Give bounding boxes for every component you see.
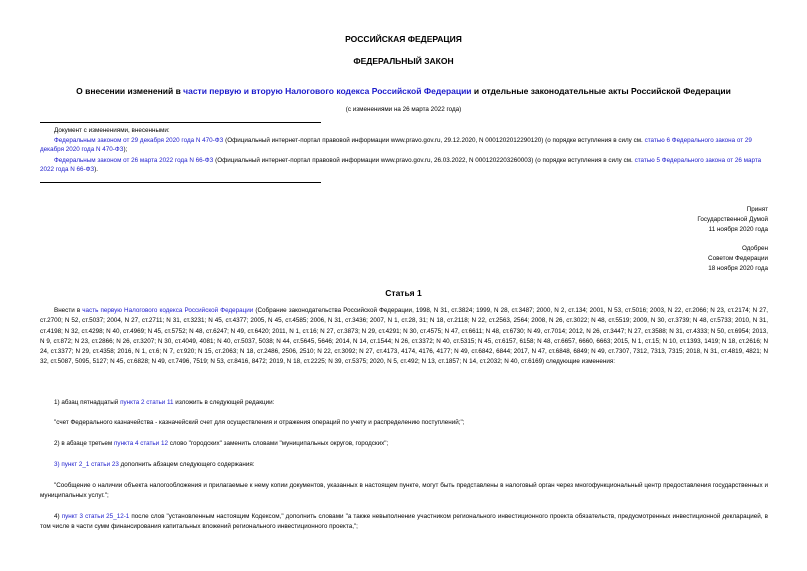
law-title-pre: О внесении изменений в — [76, 86, 184, 96]
law-title-link[interactable]: части первую и вторую Налогового кодекса Российской Федерации — [183, 86, 472, 96]
article-intro — [40, 306, 768, 368]
amendment-2-text: (Официальный интернет-портал правовой информации www.pravo.gov.ru, 26.03.2022, N 0001202203260003) (о порядке вступления в силу см. — [213, 157, 635, 164]
p4-post: дополнить абзацем следующего содержания: — [118, 461, 255, 468]
paragraph-1 — [40, 398, 768, 408]
amendments-intro: Документ с изменениями, внесенными: — [54, 127, 170, 134]
amendment-2-end: ). — [94, 166, 99, 173]
article-intro-text: (Собрание законодательства Российской Федерации, 1998, N 31, ст.3824; 1999, N 28, ст.3487; 2000, N 2, ст.134; 2001, N 53, ст.5016; 2003, N 22, ст.2066; N 23, ст.2174; N 27, ст.2700; N 52, ст.5037; 2004, N 27, ст.2711; N 31, ст.3231; N 45, ст.4377; 2005, N 45, ст.4585; 2006, N 31, ст.3436; 2007, N 1, ст.28, 31; N 18, ст.2118; N 22, ст.2563, 2564; 2008, N 26, ст.3022; N 48, ст.5519; 2009, N 30, ст.3739; N 48, ст.5733; 2010, N 31, ст.4198; N 32, ст.4298; N 40, ст.4969; N 45, ст.5752; N 48, ст.6247; N 49, ст.6420; 2011, N 1, ст.16; N 27, ст.3873; N 29, ст.4291; N 30, ст.4575; N 47, ст.6611; N 48, ст.6730; N 49, ст.7014; 2012, N 26, ст.3447; N 27, ст.3588; N 31, ст.4333; N 50, ст.6954; 2013, N 9, ст.872; N 23, ст.2866; N 26, ст.3207; N 30, ст.4049, 4081; N 40, ст.5037, 5038; N 44, ст.5645, 5646; 2014, N 14, ст.1544; N 26, ст.3372; N 40, ст.5315; N 45, ст.6157, 6158; N 48, ст.6657, 6660, 6663; 2015, N 1, ст.15; N 10, ст.1393, 1419; N 18, ст.2616; N 24, ст.3377; N 29, ст.4358; 2016, N 1, ст.6; N 7, ст.920; N 15, ст.2063; N 18, ст.2486, 2506, 2510; N 22, ст.3092; N 27, ст.4173, 4174, 4176, 4177; N 49, ст.6842, 6844; 2017, N 47, ст.6848, 6849; N 49, ст.7307, 7312, 7313, 7315; 2018, N 31, ст.4819, 4821; N 32, ст.5087, 5095, 5127; N 45, ст.6828; N 49, ст.7496, 7519; N 53, ст.8416, 8472; 2019, N 18, ст.2225; N 39, ст.5375; 2020, N 5, ст.492; N 13, ст.1857; N 14, ст.2032; N 40, ст.6169) следующие изменения: — [40, 307, 768, 366]
p3-post: слово "городских" заменить словами "муниципальных округов, городских"; — [167, 440, 389, 447]
law-type-heading: ФЕДЕРАЛЬНЫЙ ЗАКОН — [353, 56, 454, 66]
revision-note: (с изменениями на 26 марта 2022 года) — [345, 106, 462, 113]
divider-bottom — [40, 182, 321, 183]
article-intro-link[interactable]: часть первую Налогового кодекса Российской Федерации — [82, 307, 254, 314]
amendment-2-article-link[interactable]: статью 5 Федерального закона от 26 марта 2022 года N 66-ФЗ — [40, 157, 762, 173]
amendment-item-2 — [40, 156, 770, 174]
duma-date: 11 ноября 2020 года — [708, 226, 768, 233]
paragraph-2: "счет Федерального казначейства - казначейский счет для осуществления и отражения операций по учету и распределению поступлений;"; — [54, 419, 465, 426]
p4-link[interactable]: 3) пункт 2_1 статьи 23 — [54, 461, 119, 468]
amendment-1-link[interactable]: Федеральным законом от 29 декабря 2020 года N 470-ФЗ — [54, 137, 224, 144]
adoption-council — [520, 244, 768, 274]
paragraph-6 — [40, 512, 768, 533]
p1-pre: 1) абзац пятнадцатый — [54, 399, 121, 406]
amendment-1-article-link[interactable]: статью 6 Федерального закона от 29 декабря 2020 года N 470-ФЗ — [40, 137, 752, 153]
adoption-duma — [520, 205, 768, 235]
amendment-item-1 — [40, 136, 770, 154]
amendment-1-text: (Официальный интернет-портал правовой информации www.pravo.gov.ru, 29.12.2020, N 0001202012290120) (о порядке вступления в силу см. — [223, 137, 645, 144]
paragraph-4 — [40, 460, 768, 470]
accepted-label: Принят — [746, 206, 768, 213]
paragraph-3 — [40, 439, 768, 449]
article-intro-pre: Внести в — [54, 307, 83, 314]
duma-label: Государственной Думой — [697, 216, 768, 223]
p6-pre: 4) — [54, 513, 62, 520]
approved-label: Одобрен — [741, 245, 768, 252]
paragraph-5: "Сообщение о наличии объекта налогообложения и прилагаемые к нему копии документов, указанных в настоящем пункте, могут быть представлены в налоговый орган через многофункциональный центр предоставления государственных и муниципальных услуг."; — [40, 482, 768, 500]
p1-post: изложить в следующей редакции: — [173, 399, 275, 406]
p6-link[interactable]: пункт 3 статьи 25_12-1 — [61, 513, 130, 520]
amendment-1-end: ); — [123, 146, 128, 153]
country-heading: РОССИЙСКАЯ ФЕДЕРАЦИЯ — [345, 34, 462, 44]
law-title-post: и отдельные законодательные акты Российской Федерации — [471, 86, 731, 96]
council-label: Советом Федерации — [708, 255, 768, 262]
p1-link[interactable]: пункта 2 статьи 11 — [120, 399, 174, 406]
p3-pre: 2) в абзаце третьем — [54, 440, 115, 447]
divider-top — [40, 122, 321, 123]
amendment-2-link[interactable]: Федеральным законом от 26 марта 2022 года N 66-ФЗ — [54, 157, 214, 164]
p3-link[interactable]: пункта 4 статьи 12 — [114, 440, 168, 447]
law-title — [0, 86, 807, 96]
p6-post: после слов "установленным настоящим Кодексом," дополнить словами "а также невыполнение участником регионального инвестиционного проекта обязательств, предусмотренных инвестиционной декларацией, в том числе в части сумм финансирования капитальных вложений регионального инвестиционного проекта,"; — [40, 513, 768, 531]
article-heading: Статья 1 — [385, 288, 422, 298]
council-date: 18 ноября 2020 года — [708, 265, 768, 272]
